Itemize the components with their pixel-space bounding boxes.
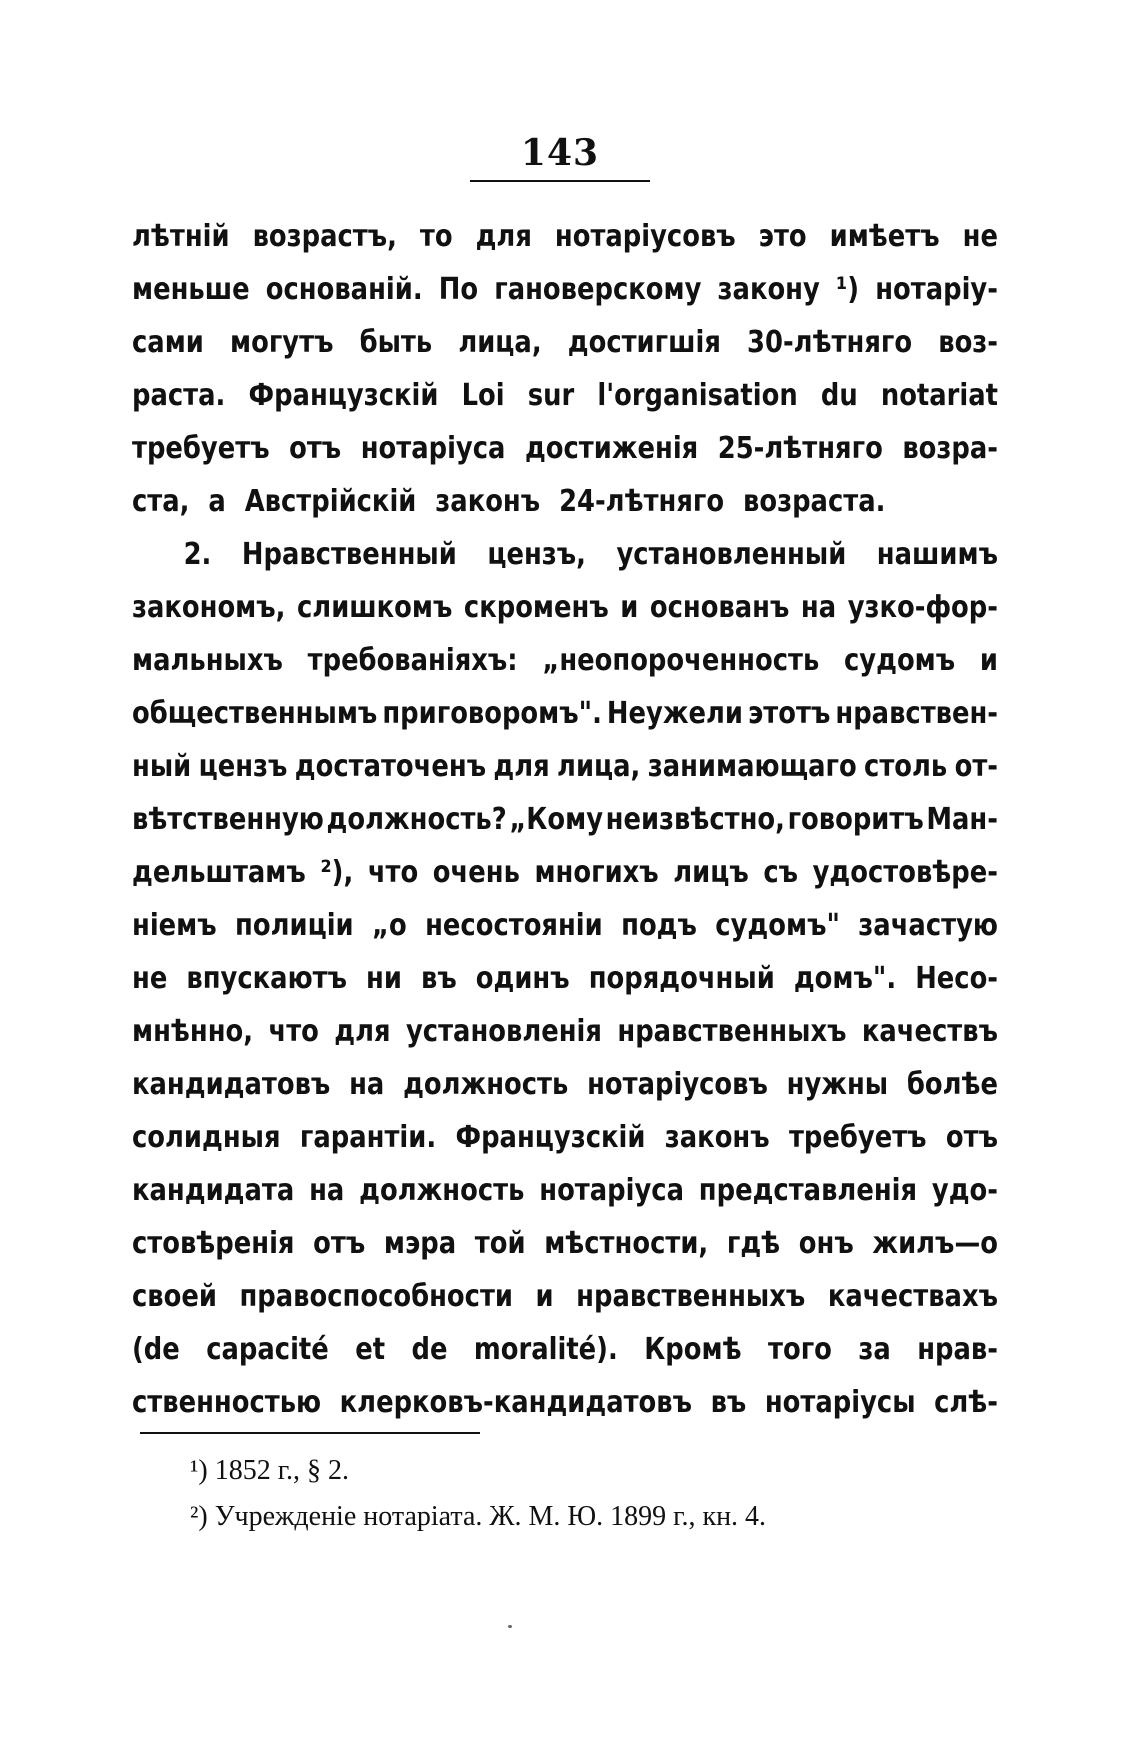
word: онъ bbox=[798, 1225, 854, 1261]
word: гановерскому bbox=[494, 271, 702, 307]
word: ни bbox=[366, 960, 402, 996]
word: 2. bbox=[183, 536, 212, 572]
word: достиженія bbox=[524, 430, 699, 466]
word: возраста. bbox=[743, 483, 886, 519]
word: удо- bbox=[931, 1172, 998, 1208]
text-line bbox=[132, 846, 998, 899]
word: Несо- bbox=[915, 960, 999, 996]
word: Кромѣ bbox=[644, 1331, 742, 1367]
word: нотаріусовъ bbox=[587, 1066, 768, 1102]
word: воз- bbox=[938, 324, 998, 360]
word: кандидата bbox=[132, 1172, 295, 1208]
word: должность? bbox=[326, 801, 507, 837]
text-line bbox=[132, 210, 998, 263]
word: солидныя bbox=[132, 1119, 281, 1155]
word: не bbox=[962, 218, 998, 254]
word: могутъ bbox=[229, 324, 334, 360]
word: нотаріуса bbox=[539, 1172, 684, 1208]
word: неизвѣстно, bbox=[605, 801, 785, 837]
word: гарантіи. bbox=[299, 1119, 437, 1155]
word: въ bbox=[421, 960, 457, 996]
word: нрав- bbox=[917, 1331, 998, 1367]
word: качествъ bbox=[861, 1013, 998, 1049]
word: судомъ" bbox=[715, 907, 840, 943]
word: удостовѣре- bbox=[812, 854, 998, 890]
text-line bbox=[132, 1058, 998, 1111]
text-line bbox=[132, 634, 998, 687]
word: установленія bbox=[405, 1013, 602, 1049]
word: что bbox=[268, 1013, 319, 1049]
word: основанъ bbox=[649, 589, 790, 625]
text-line bbox=[132, 952, 998, 1005]
word: moralité). bbox=[473, 1331, 618, 1367]
word: зачастую bbox=[858, 907, 998, 943]
word: домъ". bbox=[793, 960, 897, 996]
word: l'organisation bbox=[597, 377, 798, 413]
word: не bbox=[132, 960, 168, 996]
word: цензъ, bbox=[487, 536, 586, 572]
word: ²), bbox=[320, 854, 354, 890]
word: de bbox=[411, 1331, 448, 1367]
word: Неужели bbox=[606, 695, 743, 731]
word: сами bbox=[132, 324, 204, 360]
word: скроменъ bbox=[463, 589, 609, 625]
word: Loi bbox=[461, 377, 505, 413]
word: Ман- bbox=[926, 801, 998, 837]
text-line bbox=[132, 263, 998, 316]
word: впускаютъ bbox=[186, 960, 347, 996]
word: закономъ, bbox=[132, 589, 286, 625]
word: общественнымъ bbox=[132, 695, 378, 731]
word: возрастъ, bbox=[252, 218, 397, 254]
word: что bbox=[367, 854, 419, 890]
word: нужны bbox=[786, 1066, 889, 1102]
word: Французскій bbox=[455, 1119, 646, 1155]
word: раста. bbox=[132, 377, 226, 413]
footnotes bbox=[190, 1448, 766, 1540]
word: для bbox=[334, 1013, 391, 1049]
text-line bbox=[132, 740, 998, 793]
word: ста, bbox=[132, 483, 190, 519]
text-line bbox=[132, 1111, 998, 1164]
word: кандидатовъ bbox=[132, 1066, 331, 1102]
word: для bbox=[493, 748, 550, 784]
word: отъ bbox=[945, 1119, 998, 1155]
word: цензъ bbox=[198, 748, 288, 784]
word: лица, bbox=[458, 324, 542, 360]
word: нотаріусы bbox=[764, 1384, 916, 1420]
word: Французскій bbox=[248, 377, 439, 413]
word: нашимъ bbox=[876, 536, 998, 572]
word: съ bbox=[763, 854, 799, 890]
word: установленный bbox=[616, 536, 847, 572]
word: нотаріуса bbox=[360, 430, 506, 466]
word: et bbox=[355, 1331, 386, 1367]
word: приговоромъ". bbox=[382, 695, 602, 731]
word: законъ bbox=[435, 483, 541, 519]
word: нравственныхъ bbox=[576, 1278, 806, 1314]
word: очень bbox=[432, 854, 520, 890]
word: нравствен- bbox=[835, 695, 999, 731]
word: въ bbox=[710, 1384, 747, 1420]
ink-speck bbox=[508, 1625, 512, 1628]
text-line bbox=[132, 1217, 998, 1270]
word: клерковъ-кандидатовъ bbox=[339, 1384, 692, 1420]
text-line bbox=[132, 899, 998, 952]
text-line bbox=[132, 475, 998, 528]
word: представленія bbox=[698, 1172, 918, 1208]
word: „неопороченность bbox=[542, 642, 820, 678]
word: болѣе bbox=[906, 1066, 998, 1102]
text-line bbox=[132, 422, 998, 475]
text-line bbox=[132, 1164, 998, 1217]
word: то bbox=[419, 218, 453, 254]
word: ственностью bbox=[132, 1384, 322, 1420]
word: законъ bbox=[664, 1119, 770, 1155]
word: занимающаго bbox=[647, 748, 857, 784]
word: По bbox=[438, 271, 479, 307]
word: судомъ bbox=[844, 642, 956, 678]
text-line bbox=[132, 581, 998, 634]
word: на bbox=[309, 1172, 345, 1208]
word: своей bbox=[132, 1278, 217, 1314]
word: одинъ bbox=[475, 960, 570, 996]
word: несостояніи bbox=[425, 907, 603, 943]
word: а bbox=[208, 483, 226, 519]
word: du bbox=[820, 377, 858, 413]
word: требуетъ bbox=[788, 1119, 927, 1155]
word: качествахъ bbox=[827, 1278, 998, 1314]
word: это bbox=[758, 218, 807, 254]
word: порядочный bbox=[588, 960, 775, 996]
word: capacité bbox=[206, 1331, 329, 1367]
text-line bbox=[132, 316, 998, 369]
page-number: 143 bbox=[520, 132, 600, 174]
word: нотаріу- bbox=[875, 271, 998, 307]
word: жилъ—о bbox=[872, 1225, 998, 1261]
text-line bbox=[132, 793, 998, 846]
word: 25-лѣтняго bbox=[717, 430, 883, 466]
word: notariat bbox=[880, 377, 998, 413]
word: должность bbox=[359, 1172, 525, 1208]
text-line bbox=[132, 369, 998, 422]
word: вѣтственную bbox=[132, 801, 324, 837]
word: лицъ bbox=[673, 854, 749, 890]
word: имѣетъ bbox=[829, 218, 940, 254]
word: требуетъ bbox=[132, 430, 270, 466]
word: мэра bbox=[383, 1225, 457, 1261]
word: Нравственный bbox=[241, 536, 457, 572]
word: достигшія bbox=[567, 324, 721, 360]
word: правоспособности bbox=[239, 1278, 513, 1314]
word: для bbox=[475, 218, 532, 254]
word: отъ bbox=[289, 430, 342, 466]
word: „о bbox=[372, 907, 407, 943]
word: от- bbox=[954, 748, 998, 784]
word: подъ bbox=[621, 907, 697, 943]
word: узко-фор- bbox=[847, 589, 998, 625]
word: лѣтній bbox=[132, 218, 230, 254]
word: возра- bbox=[902, 430, 998, 466]
word: Австрійскій bbox=[244, 483, 417, 519]
word: 30-лѣтняго bbox=[747, 324, 913, 360]
word: основаній. bbox=[265, 271, 423, 307]
word: и bbox=[535, 1278, 554, 1314]
word: полиціи bbox=[235, 907, 354, 943]
text-line bbox=[132, 1270, 998, 1323]
word: ный bbox=[132, 748, 192, 784]
word: (de bbox=[132, 1331, 180, 1367]
word: закону bbox=[717, 271, 820, 307]
footnote-1-text: 1852 г., § 2. bbox=[214, 1455, 350, 1486]
word: за bbox=[858, 1331, 891, 1367]
footnote-2-text: Учрежденіе нотаріата. Ж. М. Ю. 1899 г., кн. 4. bbox=[214, 1501, 767, 1532]
word: дельштамъ bbox=[132, 854, 306, 890]
text-line bbox=[132, 1323, 998, 1376]
body-text bbox=[132, 210, 998, 1429]
word: 24-лѣтняго bbox=[559, 483, 725, 519]
word: столь bbox=[864, 748, 948, 784]
word: многихъ bbox=[534, 854, 659, 890]
word: той bbox=[474, 1225, 526, 1261]
footnote-1-mark: ¹) bbox=[190, 1455, 208, 1486]
footnote-rule bbox=[140, 1432, 480, 1434]
word: мѣстности, bbox=[544, 1225, 709, 1261]
footnote-2 bbox=[190, 1494, 766, 1540]
word: ¹) bbox=[835, 271, 860, 307]
word: ніемъ bbox=[132, 907, 217, 943]
text-line bbox=[132, 528, 998, 581]
word: „Кому bbox=[509, 801, 604, 837]
word: лица, bbox=[557, 748, 641, 784]
word: мнѣнно, bbox=[132, 1013, 254, 1049]
word: требованіяхъ: bbox=[307, 642, 518, 678]
word: стовѣренія bbox=[132, 1225, 295, 1261]
word: этотъ bbox=[748, 695, 831, 731]
word: нравственныхъ bbox=[617, 1013, 847, 1049]
word: слишкомъ bbox=[296, 589, 453, 625]
word: на bbox=[349, 1066, 385, 1102]
word: быть bbox=[359, 324, 433, 360]
word: и bbox=[979, 642, 998, 678]
footnote-1 bbox=[190, 1448, 766, 1494]
word: нотаріусовъ bbox=[554, 218, 736, 254]
word: того bbox=[768, 1331, 832, 1367]
word: достаточенъ bbox=[294, 748, 487, 784]
text-line bbox=[132, 1005, 998, 1058]
word: sur bbox=[527, 377, 575, 413]
word: на bbox=[800, 589, 837, 625]
text-line bbox=[132, 687, 998, 740]
word: гдѣ bbox=[726, 1225, 781, 1261]
header-rule bbox=[470, 180, 650, 182]
word: и bbox=[620, 589, 639, 625]
text-line bbox=[132, 1376, 998, 1429]
word: меньше bbox=[132, 271, 250, 307]
word: должность bbox=[403, 1066, 569, 1102]
footnote-2-mark: ²) bbox=[190, 1501, 208, 1532]
word: слѣ- bbox=[934, 1384, 998, 1420]
word: мальныхъ bbox=[132, 642, 283, 678]
word: говоритъ bbox=[787, 801, 924, 837]
word: отъ bbox=[313, 1225, 366, 1261]
